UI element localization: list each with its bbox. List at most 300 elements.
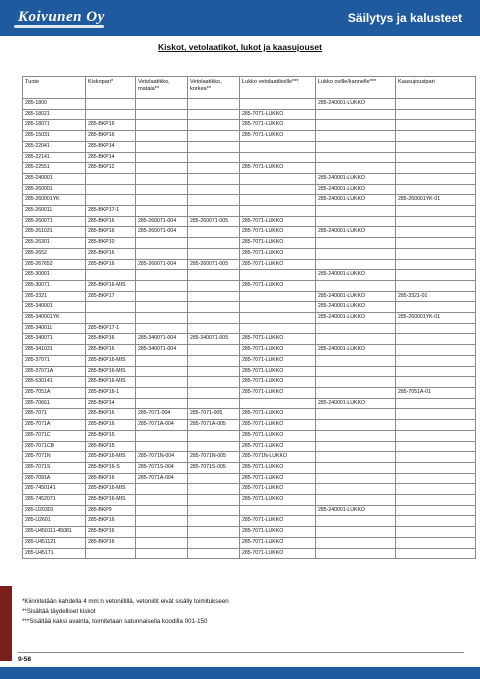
table-cell: 285-7071N-LUKKO <box>240 452 316 463</box>
table-cell <box>136 141 188 152</box>
table-cell: 285-BKP16 <box>86 473 136 484</box>
table-row <box>23 120 476 131</box>
table-cell <box>316 109 396 120</box>
table-cell: 285-341031 <box>23 345 86 356</box>
table-cell <box>188 141 240 152</box>
table-cell: 285-7071A-005 <box>188 420 240 431</box>
table-cell <box>136 131 188 142</box>
table-cell <box>396 505 476 516</box>
table-cell <box>188 441 240 452</box>
table-cell <box>136 120 188 131</box>
table-cell <box>86 313 136 324</box>
table-cell <box>188 280 240 291</box>
table-cell <box>240 398 316 409</box>
table-cell <box>188 537 240 548</box>
table-cell: 285-U2601 <box>23 516 86 527</box>
table-cell <box>188 313 240 324</box>
table-cell <box>240 270 316 281</box>
table-cell <box>136 109 188 120</box>
table-cell: 285-70661 <box>23 398 86 409</box>
table-row <box>23 323 476 334</box>
table-cell <box>136 516 188 527</box>
table-cell <box>86 548 136 559</box>
table-cell <box>136 484 188 495</box>
table-cell <box>188 131 240 142</box>
table-row <box>23 345 476 356</box>
table-cell <box>188 120 240 131</box>
table-cell <box>396 184 476 195</box>
table-cell: 285-7071A-004 <box>136 420 188 431</box>
table-cell <box>240 195 316 206</box>
table-cell: 285-7071-LUKKO <box>240 163 316 174</box>
table-cell <box>396 238 476 249</box>
table-row <box>23 505 476 516</box>
table-cell <box>136 548 188 559</box>
table-cell: 285-U450111-45081 <box>23 527 86 538</box>
table-cell <box>396 120 476 131</box>
table-cell: 285-BKP16-1 <box>86 387 136 398</box>
table-cell: 285-7071-LUKKO <box>240 248 316 259</box>
footnotes <box>22 597 229 627</box>
table-cell: 285-7071S-005 <box>188 462 240 473</box>
table-cell: 285-15031 <box>23 131 86 142</box>
table-cell: 285-BKP16 <box>86 248 136 259</box>
table-cell: 285-BKP16 <box>86 334 136 345</box>
table-cell <box>396 109 476 120</box>
table-cell <box>316 387 396 398</box>
table-cell <box>188 495 240 506</box>
table-cell <box>188 548 240 559</box>
table-cell <box>86 270 136 281</box>
table-cell <box>396 152 476 163</box>
footer-bar <box>0 667 480 679</box>
table-cell: 285-260001YK <box>23 195 86 206</box>
table-cell: 285-3321 <box>23 291 86 302</box>
table-cell <box>316 377 396 388</box>
table-cell: 285-240001-LUKKO <box>316 345 396 356</box>
table-cell <box>316 141 396 152</box>
table-cell <box>136 280 188 291</box>
table-cell <box>136 206 188 217</box>
table-cell: 285-BKP16-MIS <box>86 452 136 463</box>
table-row <box>23 484 476 495</box>
table-cell: 285-BKP17-1 <box>86 206 136 217</box>
table-cell: 285-7071-LUKKO <box>240 131 316 142</box>
table-cell: 285-240001-LUKKO <box>316 302 396 313</box>
table-cell <box>136 355 188 366</box>
table-row <box>23 173 476 184</box>
table-cell: 285-340001YK <box>23 313 86 324</box>
table-cell <box>396 537 476 548</box>
table-cell <box>86 173 136 184</box>
table-cell: 285-26301 <box>23 238 86 249</box>
table-cell: 285-7071N <box>23 452 86 463</box>
table-row <box>23 548 476 559</box>
table-cell <box>316 516 396 527</box>
table-cell <box>136 184 188 195</box>
table-cell <box>188 323 240 334</box>
table-cell <box>396 473 476 484</box>
table-cell: 285-BKP15 <box>86 430 136 441</box>
table-cell: 285-260001YK-01 <box>396 195 476 206</box>
table-cell <box>240 173 316 184</box>
table-cell <box>316 537 396 548</box>
table-cell <box>316 280 396 291</box>
table-cell: 285-7071-LUKKO <box>240 387 316 398</box>
table-cell <box>396 248 476 259</box>
table-cell: 285-7071-LUKKO <box>240 216 316 227</box>
table-cell <box>396 355 476 366</box>
table-cell <box>396 462 476 473</box>
table-row <box>23 99 476 110</box>
table-cell <box>188 527 240 538</box>
table-cell: 285-7071-LUKKO <box>240 495 316 506</box>
table-row <box>23 313 476 324</box>
table-cell <box>136 238 188 249</box>
footer-divider <box>18 652 464 653</box>
table-cell: 285-BKP16 <box>86 420 136 431</box>
table-cell: 285-U20301 <box>23 505 86 516</box>
table-cell: 285-BKP9 <box>86 505 136 516</box>
table-row <box>23 302 476 313</box>
table-cell <box>136 387 188 398</box>
table-cell <box>86 109 136 120</box>
table-cell <box>188 355 240 366</box>
table-cell <box>188 184 240 195</box>
table-cell <box>136 163 188 174</box>
table-cell: 285-7071-LUKKO <box>240 527 316 538</box>
table-cell: 285-7071-LUKKO <box>240 537 316 548</box>
table-cell <box>188 163 240 174</box>
table-cell: 285-240001-LUKKO <box>316 270 396 281</box>
table-cell <box>188 516 240 527</box>
table-cell: 285-BKP16 <box>86 537 136 548</box>
table-cell <box>240 313 316 324</box>
table-cell: 285-7071-LUKKO <box>240 484 316 495</box>
table-cell <box>86 184 136 195</box>
table-cell: 285-260071-004 <box>136 227 188 238</box>
table-cell <box>316 409 396 420</box>
table-cell: 285-BKP16 <box>86 527 136 538</box>
table-row <box>23 387 476 398</box>
table-cell: 285-BKP15 <box>86 441 136 452</box>
table-cell: 285-340001 <box>23 302 86 313</box>
table-cell: 285-260071-005 <box>188 216 240 227</box>
table-cell: 285-7071A <box>23 420 86 431</box>
table-cell: 285-37071A <box>23 366 86 377</box>
table-row <box>23 366 476 377</box>
table-row <box>23 441 476 452</box>
table-cell <box>136 398 188 409</box>
table-cell <box>316 206 396 217</box>
table-cell <box>316 430 396 441</box>
table-cell <box>316 120 396 131</box>
table-cell: 285-7071-LUKKO <box>240 280 316 291</box>
table-cell <box>86 195 136 206</box>
table-row <box>23 280 476 291</box>
table-cell: 285-BKP10 <box>86 238 136 249</box>
table-cell <box>136 248 188 259</box>
footnote: ***Sisältää kaksi avainta, toimitetaan satunnaisella koodilla 001-150 <box>22 618 208 625</box>
table-row <box>23 227 476 238</box>
table-cell: 285-BKP17 <box>86 291 136 302</box>
table-cell: 285-BKP16 <box>86 120 136 131</box>
table-row <box>23 152 476 163</box>
table-cell <box>188 238 240 249</box>
table-cell: 285-7071S <box>23 462 86 473</box>
table-cell <box>188 291 240 302</box>
table-cell <box>188 270 240 281</box>
table-cell <box>136 313 188 324</box>
table-cell: 285-7071-LUKKO <box>240 120 316 131</box>
table-cell: 285-BKP17-1 <box>86 323 136 334</box>
product-table <box>22 76 476 559</box>
table-row <box>23 430 476 441</box>
table-cell: 285-7071C <box>23 430 86 441</box>
table-cell <box>136 291 188 302</box>
column-header: Kaasujousipari <box>396 77 476 99</box>
table-cell: 285-260071-004 <box>136 259 188 270</box>
table-cell <box>396 548 476 559</box>
table-cell <box>396 334 476 345</box>
table-cell: 285-BKP16-MIS <box>86 377 136 388</box>
table-cell <box>188 345 240 356</box>
table-cell <box>396 131 476 142</box>
table-cell: 285-240001-LUKKO <box>316 173 396 184</box>
company-logo: Koivunen Oy <box>18 9 105 25</box>
table-row <box>23 163 476 174</box>
table-cell <box>396 527 476 538</box>
table-cell <box>136 173 188 184</box>
table-row <box>23 131 476 142</box>
table-cell: 285-7071-LUKKO <box>240 430 316 441</box>
table-row <box>23 109 476 120</box>
table-cell <box>188 302 240 313</box>
table-cell: 285-340011 <box>23 323 86 334</box>
column-header: Kiskopari* <box>86 77 136 99</box>
table-cell: 285-BKP16 <box>86 227 136 238</box>
table-cell: 285-U45171 <box>23 548 86 559</box>
table-cell <box>86 99 136 110</box>
table-cell <box>396 366 476 377</box>
table-cell: 285-BKP16 <box>86 259 136 270</box>
table-cell: 285-7071CB <box>23 441 86 452</box>
table-cell: 285-240001-LUKKO <box>316 505 396 516</box>
table-cell <box>316 334 396 345</box>
table-cell: 285-22041 <box>23 141 86 152</box>
table-cell <box>396 173 476 184</box>
table-cell: 285-240001-LUKKO <box>316 99 396 110</box>
table-cell <box>188 473 240 484</box>
table-cell <box>136 270 188 281</box>
table-cell: 285-240001-LUKKO <box>316 227 396 238</box>
table-cell <box>396 430 476 441</box>
table-cell <box>240 152 316 163</box>
footnote: *Kiinnitetään kahdella 4 mm:n vetoniitillä, vetoniitit eivät sisälly toimitukseen <box>22 598 229 605</box>
table-cell <box>136 505 188 516</box>
table-cell <box>136 495 188 506</box>
table-cell: 285-7071N-005 <box>188 452 240 463</box>
table-row <box>23 420 476 431</box>
table-row <box>23 270 476 281</box>
table-cell <box>240 184 316 195</box>
table-body <box>23 99 476 559</box>
table-cell: 285-7071-LUKKO <box>240 548 316 559</box>
table-cell: 285-7071-LUKKO <box>240 409 316 420</box>
table-row <box>23 216 476 227</box>
table-cell <box>188 109 240 120</box>
table-cell: 285-240001-LUKKO <box>316 398 396 409</box>
table-cell: 285-7071-LUKKO <box>240 227 316 238</box>
table-cell <box>136 323 188 334</box>
table-cell: 285-7071-LUKKO <box>240 259 316 270</box>
table-cell: 285-37071 <box>23 355 86 366</box>
table-cell <box>396 99 476 110</box>
table-cell: 285-7071A-004 <box>136 473 188 484</box>
table-cell: 285-240001 <box>23 173 86 184</box>
table-cell: 285-240001-LUKKO <box>316 184 396 195</box>
table-row <box>23 355 476 366</box>
table-cell <box>188 377 240 388</box>
table-cell <box>396 345 476 356</box>
table-row <box>23 495 476 506</box>
table-cell: 285-BKP16 <box>86 345 136 356</box>
table-cell <box>396 441 476 452</box>
table-cell: 285-7071-LUKKO <box>240 345 316 356</box>
table-cell: 285-260011 <box>23 206 86 217</box>
table-cell: 285-7091A <box>23 473 86 484</box>
table-cell <box>188 430 240 441</box>
table-cell <box>240 302 316 313</box>
column-header: Lukko vetolaatikoille*** <box>240 77 316 99</box>
table-cell <box>396 163 476 174</box>
table-cell <box>396 216 476 227</box>
table-cell <box>136 441 188 452</box>
table-cell <box>136 366 188 377</box>
table-cell: 285-340071 <box>23 334 86 345</box>
table-cell: 285-267652 <box>23 259 86 270</box>
table-cell <box>396 420 476 431</box>
table-cell: 285-7071-LUKKO <box>240 441 316 452</box>
table-cell: 285-7071-004 <box>136 409 188 420</box>
table-cell <box>136 152 188 163</box>
table-cell <box>316 323 396 334</box>
table-cell <box>86 302 136 313</box>
table-cell: 285-7071-LUKKO <box>240 366 316 377</box>
table-cell: 285-261031 <box>23 227 86 238</box>
table-cell: 285-22141 <box>23 152 86 163</box>
table-cell: 285-7071S-004 <box>136 462 188 473</box>
table-cell: 285-7051A <box>23 387 86 398</box>
table-cell <box>316 248 396 259</box>
table-cell <box>188 173 240 184</box>
table-cell <box>136 99 188 110</box>
table-cell: 285-240001-LUKKO <box>316 195 396 206</box>
table-cell <box>188 248 240 259</box>
table-cell <box>240 206 316 217</box>
table-cell: 285-30071 <box>23 280 86 291</box>
table-cell: 285-7071 <box>23 409 86 420</box>
table-cell: 285-BKP16 <box>86 131 136 142</box>
table-cell <box>240 291 316 302</box>
table-row <box>23 291 476 302</box>
table-cell <box>240 323 316 334</box>
table-cell <box>316 441 396 452</box>
table-cell: 285-3321-01 <box>396 291 476 302</box>
table-cell <box>136 527 188 538</box>
table-cell <box>188 152 240 163</box>
table-cell: 285-340071-005 <box>188 334 240 345</box>
table-cell: 285-BKP16-MIS <box>86 366 136 377</box>
table-cell <box>316 163 396 174</box>
table-row <box>23 527 476 538</box>
table-cell: 285-7071N-004 <box>136 452 188 463</box>
table-cell: 285-BKP16-MIS <box>86 355 136 366</box>
table-cell <box>396 452 476 463</box>
table-cell: 285-7071-LUKKO <box>240 462 316 473</box>
table-cell: 285-7452071 <box>23 495 86 506</box>
table-cell: 285-260001 <box>23 184 86 195</box>
table-row <box>23 141 476 152</box>
table-cell: 285-7071-005 <box>188 409 240 420</box>
table-cell: 285-340071-004 <box>136 345 188 356</box>
page-title: Kiskot, vetolaatikot, lukot ja kaasujouset <box>158 42 322 52</box>
table-cell <box>316 216 396 227</box>
table-cell <box>136 195 188 206</box>
table-cell: 285-18021 <box>23 109 86 120</box>
table-cell: 285-1800 <box>23 99 86 110</box>
table-cell <box>396 377 476 388</box>
table-row <box>23 452 476 463</box>
table-cell: 285-340071-004 <box>136 334 188 345</box>
table-cell: 285-240001-LUKKO <box>316 291 396 302</box>
table-cell: 285-7071-LUKKO <box>240 238 316 249</box>
table-cell: 285-BKP16-MIS <box>86 495 136 506</box>
table-cell: 285-BKP14 <box>86 141 136 152</box>
table-cell <box>316 259 396 270</box>
footnote: **Sisältää täydelliset kiskot <box>22 608 96 615</box>
table-row <box>23 248 476 259</box>
table-row <box>23 377 476 388</box>
table-cell: 285-7071-LUKKO <box>240 109 316 120</box>
table-cell: 285-7071-LUKKO <box>240 420 316 431</box>
table-row <box>23 409 476 420</box>
table-cell: 285-7071-LUKKO <box>240 355 316 366</box>
table-cell: 285-BKP16 <box>86 516 136 527</box>
table-cell: 285-260001YK-01 <box>396 313 476 324</box>
table-cell <box>396 259 476 270</box>
table-header-row <box>23 77 476 99</box>
table-cell: 285-260071-005 <box>188 259 240 270</box>
table-cell: 285-30001 <box>23 270 86 281</box>
table-row <box>23 537 476 548</box>
table-cell <box>188 99 240 110</box>
logo-swoosh <box>14 25 104 28</box>
table-row <box>23 184 476 195</box>
table-cell <box>316 238 396 249</box>
table-row <box>23 206 476 217</box>
table-cell <box>316 131 396 142</box>
table-cell <box>188 206 240 217</box>
table-cell: 285-530141 <box>23 377 86 388</box>
table-cell: 285-260071-004 <box>136 216 188 227</box>
table-cell: 285-7071-LUKKO <box>240 377 316 388</box>
table-cell <box>396 484 476 495</box>
column-header: Vetolaatikko, korkea** <box>188 77 240 99</box>
side-section-tab <box>0 586 12 661</box>
table-cell <box>316 527 396 538</box>
table-cell <box>188 505 240 516</box>
